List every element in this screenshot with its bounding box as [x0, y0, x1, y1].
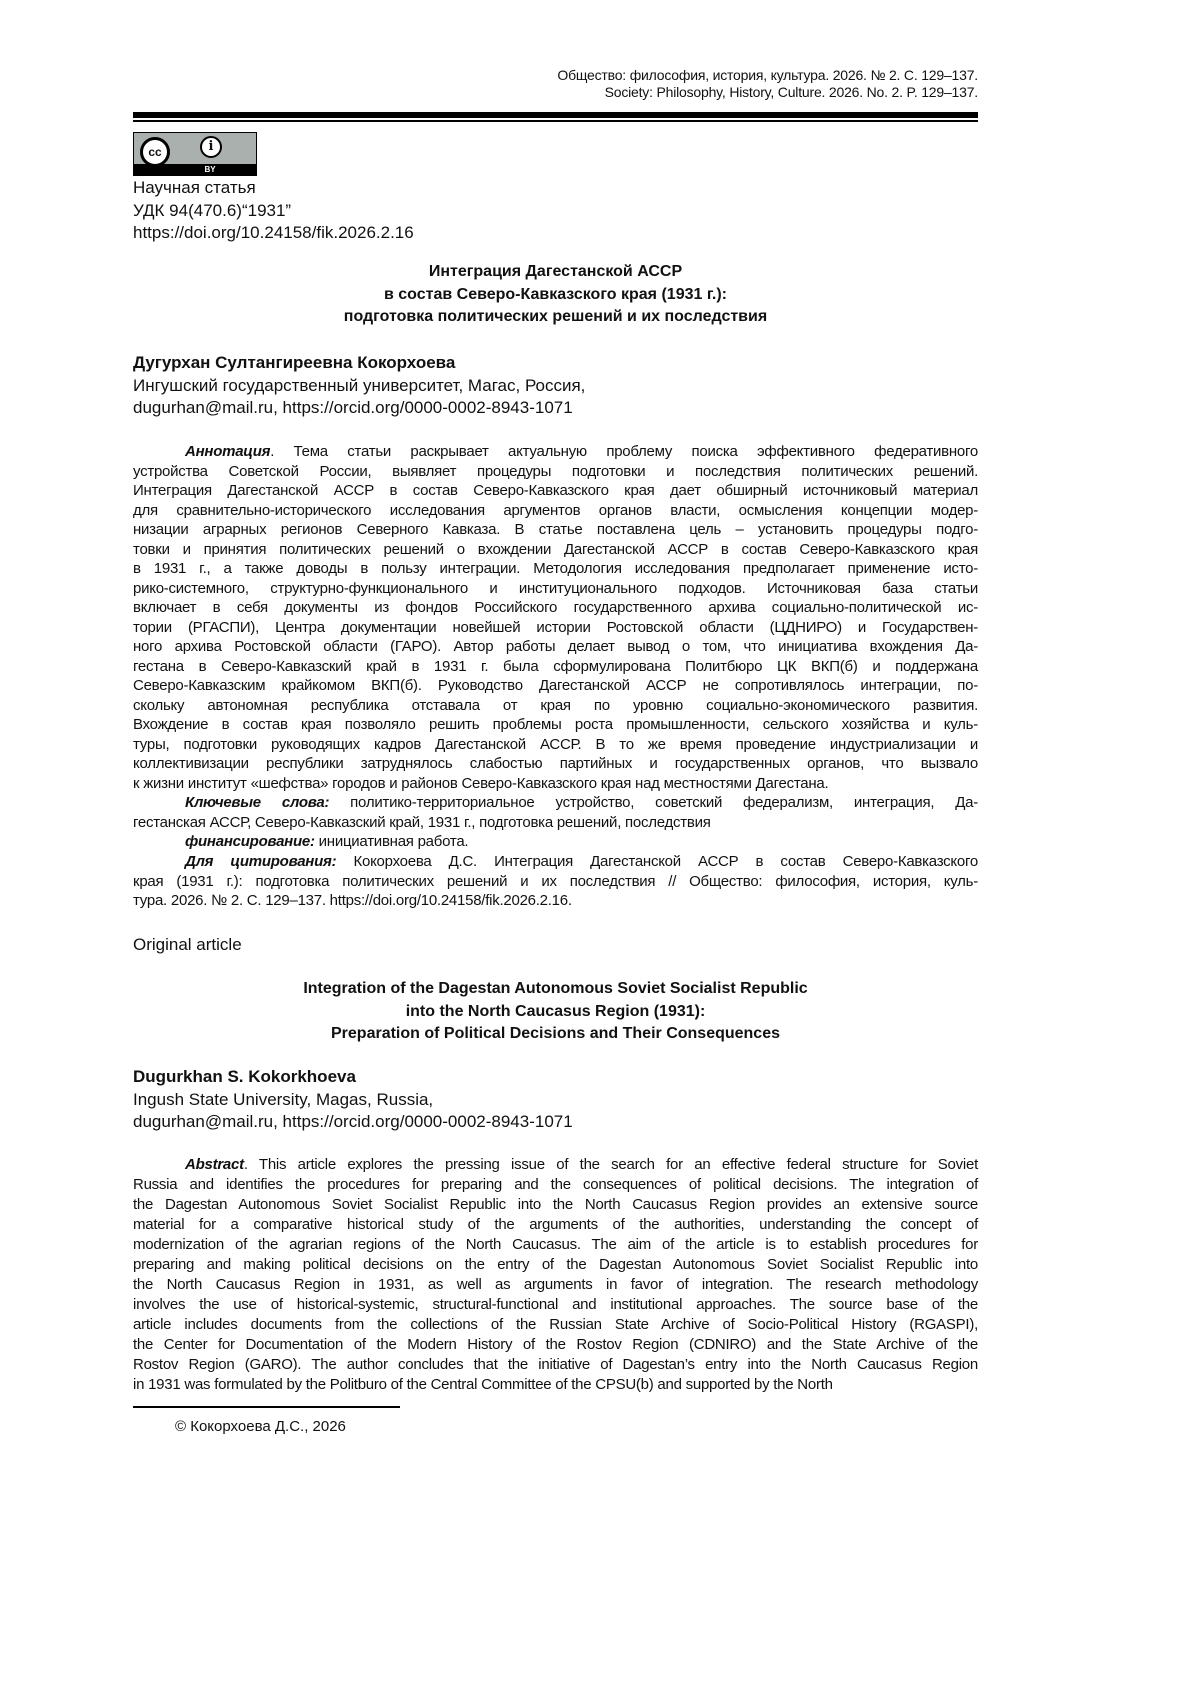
paragraph-line: коллективизации республики затруднялось слабостью партийных и государственных органов, что вызвало — [133, 755, 978, 772]
paragraph-line — [133, 1155, 978, 1175]
paragraph-line: preparing and making political decisions on the entry of the Dagestan Autonomous Soviet Socialist Republic into — [133, 1256, 978, 1273]
paragraph-line: в 1931 г., а также доводы в пользу интеграции. Методология исследования предполагает применение исто- — [133, 560, 978, 577]
paragraph-line: ного архива Ростовской области (ГАРО). Автор работы делает вывод о том, что инициатива вхождения Да- — [133, 638, 978, 655]
line-text: This article explores the pressing issue of the search for an effective federal structure for Soviet — [247, 1156, 978, 1173]
paragraph-line: товки и принятия политических решений о вхождении Дагестанской АССР в состав Северо-Кавказского края — [133, 540, 978, 558]
journal-header-en: Society: Philosophy, History, Culture. 2026. No. 2. P. 129–137. — [604, 84, 978, 100]
author-block-ru — [133, 352, 585, 420]
author-affiliation: Ingush State University, Magas, Russia, — [133, 1089, 434, 1109]
article-type-en: Original article — [133, 935, 242, 954]
paragraph-line: включает в себя документы из фондов Российского государственного архива социально-политической ис- — [133, 599, 978, 616]
copyright-footnote: © Кокорхоева Д.С., 2026 — [175, 1418, 346, 1435]
line-text: политико-территориальное устройство, советский федерализм, интеграция, Да- — [329, 794, 979, 811]
paragraph-line: для сравнительно-исторического исследования аргументов органов власти, осмысления концепции модер- — [133, 501, 978, 519]
author-affiliation: Ингушский государственный университет, Магас, Россия, — [133, 375, 586, 395]
lead-suffix: . — [243, 1156, 248, 1173]
footnote-rule — [133, 1406, 400, 1408]
line-text: Кокорхоева Д.С. Интеграция Дагестанской АССР в состав Северо-Кавказского — [336, 853, 978, 870]
paragraph-line: Вхождение в состав края позволяло решить проблемы роста промышленности, сельского хозяйства и куль- — [133, 716, 978, 733]
paragraph-line: устройства Советской России, выявляет процедуры подготовки и последствия политических решений. — [133, 462, 978, 480]
annotation-ru — [133, 442, 978, 793]
funding-ru — [133, 832, 978, 852]
author-name: Dugurkhan S. Kokorkhoeva — [133, 1067, 356, 1086]
paragraph-line — [133, 442, 978, 462]
doi-link[interactable]: https://doi.org/10.24158/fik.2026.2.16 — [133, 223, 414, 242]
lead-label: Для цитирования: — [185, 853, 337, 870]
title-line: в состав Северо-Кавказского края (1931 г.): — [384, 285, 727, 303]
paragraph-line: края (1931 г.): подготовка политических решений и их последствия // Общество: философия, история, куль- — [133, 872, 978, 890]
author-contacts[interactable]: dugurhan@mail.ru, https://orcid.org/0000-0002-8943-1071 — [133, 398, 573, 417]
paragraph-line: the Dagestan Autonomous Soviet Socialist Republic into the North Caucasus Region provides an extensive source — [133, 1196, 978, 1213]
title-line: Integration of the Dagestan Autonomous Soviet Socialist Republic — [303, 980, 808, 997]
paragraph-line: тура. 2026. № 2. С. 129–137. https://doi.org/10.24158/fik.2026.2.16. — [133, 892, 572, 909]
title-line: подготовка политических решений и их последствия — [343, 308, 768, 325]
paragraph-line: the Center for Documentation of the Modern History of the Rostov Region (CDNIRO) and the State Archive of the — [133, 1336, 978, 1353]
paragraph-line: к жизни институт «шефства» городов и районов Северо-Кавказского края над местностями Дагестана. — [133, 774, 829, 792]
header-rule-thin — [133, 120, 978, 122]
author-block-en — [133, 1066, 573, 1134]
article-type: Научная статья — [133, 178, 256, 197]
udc: УДК 94(470.6)“1931” — [133, 200, 292, 220]
title-en — [133, 978, 978, 1046]
line-text: инициативная работа. — [314, 833, 469, 850]
paragraph-line: material for a comparative historical study of the arguments of the authorities, understanding the concept of — [133, 1216, 978, 1233]
cc-by-license-icon[interactable] — [133, 132, 257, 176]
paragraph-line: Russia and identifies the procedures for preparing and the consequences of political decisions. The integration of — [133, 1176, 978, 1193]
paragraph-line: article includes documents from the collections of the Russian State Archive of Socio-Political History (RGASPI), — [133, 1316, 978, 1333]
paragraph-line — [133, 793, 978, 813]
paragraph-line: рико-системного, структурно-функционального и институционального подходов. Источниковая база статьи — [133, 579, 978, 597]
paragraph-line: туры, подготовки руководящих кадров Дагестанской АССР. В то же время проведение индустриализации и — [133, 735, 978, 753]
attribution-icon: i — [200, 136, 222, 158]
paragraph-line — [133, 832, 978, 852]
citation-ru — [133, 852, 978, 911]
paragraph-line — [133, 852, 978, 872]
paragraph-line: in 1931 was formulated by the Politburo of the Central Committee of the CPSU(b) and supported by the North — [133, 1376, 833, 1393]
line-text: Тема статьи раскрывает актуальную проблему поиска эффективного федеративного — [274, 443, 978, 460]
paragraph-line: скольку автономная республика отставала от края по уровню социально-экономического развития. — [133, 696, 978, 714]
header-rule-thick — [133, 112, 978, 118]
author-contacts[interactable]: dugurhan@mail.ru, https://orcid.org/0000-0002-8943-1071 — [133, 1112, 573, 1131]
paragraph-line: гестанская АССР, Северо-Кавказский край, 1931 г., подготовка решений, последствия — [133, 813, 711, 831]
paragraph-line: Северо-Кавказским крайкомом ВКП(б). Руководство Дагестанской АССР не сопротивлялось интеграции, по- — [133, 677, 978, 694]
by-label: BY — [134, 164, 256, 175]
paragraph-line: involves the use of historical-systemic, structural-functional and institutional approaches. The source base of the — [133, 1296, 978, 1313]
lead-label: Аннотация — [185, 443, 271, 460]
lead-label: Ключевые слова: — [185, 794, 330, 811]
paragraph-line: низации аграрных регионов Северного Кавказа. В статье поставлена цель – установить процедуры подго- — [133, 521, 978, 538]
journal-header-ru: Общество: философия, история, культура. 2026. № 2. С. 129–137. — [557, 67, 978, 83]
lead-label: Abstract — [185, 1156, 244, 1173]
paragraph-line: тории (РГАСПИ), Центра документации новейшей истории Ростовской области (ЦДНИРО) и Государствен- — [133, 618, 978, 636]
title-line: into the North Caucasus Region (1931): — [405, 1002, 706, 1020]
abstract-en — [133, 1155, 978, 1395]
paragraph-line: modernization of the agrarian regions of the North Caucasus. The aim of the article is to establish procedures for — [133, 1236, 978, 1253]
paragraph-line: Rostov Region (GARO). The author concludes that the initiative of Dagestan’s entry into the North Caucasus Region — [133, 1356, 978, 1373]
keywords-ru — [133, 793, 978, 832]
title-ru — [133, 261, 978, 329]
title-line: Preparation of Political Decisions and Their Consequences — [331, 1025, 780, 1042]
paragraph-line: Интеграция Дагестанской АССР в состав Северо-Кавказского края дает обширный источниковый материал — [133, 482, 978, 499]
title-line: Интеграция Дагестанской АССР — [428, 263, 683, 280]
cc-icon: cc — [140, 137, 170, 167]
paragraph-line: гестана в Северо-Кавказский край в 1931 г. была сформулирована Политбюро ЦК ВКП(б) и поддержана — [133, 657, 978, 675]
lead-suffix: . — [270, 443, 275, 460]
lead-label: финансирование: — [185, 833, 315, 850]
paragraph-line: the North Caucasus Region in 1931, as well as arguments in favor of integration. The research methodology — [133, 1276, 978, 1293]
author-name: Дугурхан Султангиреевна Кокорхоева — [133, 353, 456, 372]
article-meta — [133, 177, 414, 245]
